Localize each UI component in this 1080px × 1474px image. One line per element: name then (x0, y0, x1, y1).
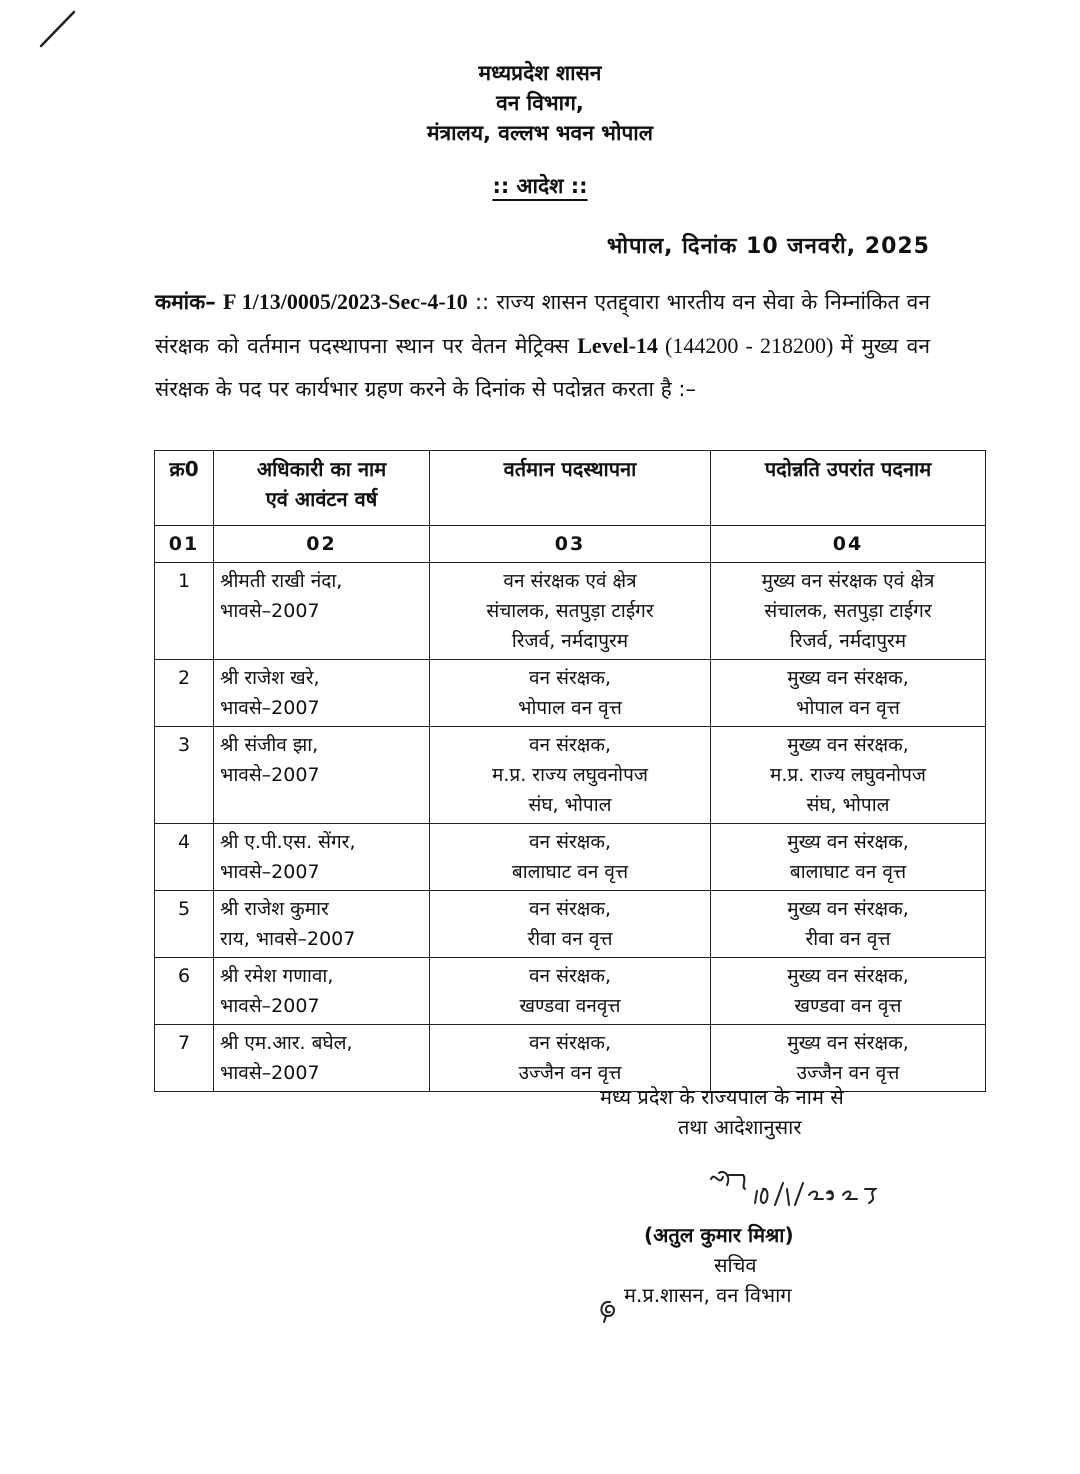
order-title (0, 172, 1080, 200)
header-officer-name-line2: एवं आवंटन वर्ष (265, 487, 378, 511)
officer-name-cell (214, 563, 430, 660)
officer-name-line: श्री एम.आर. बघेल, (220, 1032, 353, 1054)
promoted-designation-line: म.प्र. राज्य लघुवनोपज (770, 764, 926, 786)
officer-name-line: भावसे–2007 (220, 1062, 320, 1084)
serial-number: 3 (155, 727, 214, 824)
officer-name-line: भावसे–2007 (220, 600, 320, 622)
table-header-row (155, 451, 986, 526)
table-row (155, 958, 986, 1025)
current-posting-line: वन संरक्षक, (528, 965, 612, 987)
promoted-designation-line: मुख्य वन संरक्षक, (787, 734, 909, 756)
officer-name-line: भावसे–2007 (220, 697, 320, 719)
officer-name-line: भावसे–2007 (220, 764, 320, 786)
current-posting-cell (430, 824, 711, 891)
order-text-part2: में मुख्य वन संरक्षक के पद पर कार्यभार ग्रहण करने के दिनांक से पदोन्नत करता है :– (155, 334, 930, 401)
current-posting-cell (430, 891, 711, 958)
letterhead-department: वन विभाग, (496, 91, 584, 115)
officer-name-line: श्री राजेश खरे, (220, 667, 320, 689)
column-number: 02 (214, 526, 430, 563)
table-row (155, 660, 986, 727)
order-title-text: :: आदेश :: (492, 174, 588, 198)
pen-stroke-mark (38, 6, 98, 50)
letterhead-address: मंत्रालय, वल्लभ भवन भोपाल (427, 121, 653, 145)
promoted-designation-line: उज्जैन वन वृत्त (796, 1062, 900, 1084)
serial-number: 6 (155, 958, 214, 1025)
officer-name-line: श्री राजेश कुमार (220, 898, 329, 920)
table-row (155, 891, 986, 958)
serial-number: 1 (155, 563, 214, 660)
signer-name: (अतुल कुमार मिश्रा) (644, 1223, 794, 1247)
letterhead (0, 58, 1080, 148)
current-posting-cell (430, 727, 711, 824)
serial-number: 5 (155, 891, 214, 958)
signer-block (600, 1220, 794, 1310)
current-posting-line: रीवा वन वृत्त (527, 928, 613, 950)
officer-name-line: श्री संजीव झा, (220, 734, 319, 756)
initial-mark (596, 1296, 620, 1324)
column-number: 03 (430, 526, 711, 563)
current-posting-line: वन संरक्षक, (528, 898, 612, 920)
letterhead-government: मध्यप्रदेश शासन (478, 61, 602, 85)
handwritten-signature (705, 1165, 895, 1217)
header-officer-name-line1: अधिकारी का नाम (256, 457, 387, 481)
promoted-designation-line: बालाघाट वन वृत्त (789, 861, 907, 883)
header-promoted-designation: पदोन्नति उपरांत पदनाम (711, 451, 986, 526)
current-posting-line: म.प्र. राज्य लघुवनोपज (492, 764, 648, 786)
promoted-designation-line: भोपाल वन वृत्त (796, 697, 900, 719)
header-officer-name (214, 451, 430, 526)
current-posting-line: संचालक, सतपुड़ा टाईगर (486, 600, 654, 622)
current-posting-line: वन संरक्षक, (528, 734, 612, 756)
promoted-designation-line: रिजर्व, नर्मदापुरम (789, 630, 907, 652)
column-number: 04 (711, 526, 986, 563)
table-row (155, 824, 986, 891)
officer-name-line: भावसे–2007 (220, 995, 320, 1017)
officer-name-cell (214, 1025, 430, 1092)
current-posting-line: रिजर्व, नर्मदापुरम (511, 630, 629, 652)
officer-name-line: श्री ए.पी.एस. सेंगर, (220, 831, 356, 853)
current-posting-line: वन संरक्षक, (528, 667, 612, 689)
serial-number: 4 (155, 824, 214, 891)
promoted-designation-line: संचालक, सतपुड़ा टाईगर (764, 600, 932, 622)
current-posting-line: खण्डवा वनवृत्त (519, 995, 621, 1017)
officer-name-cell (214, 727, 430, 824)
signoff-block (600, 1082, 844, 1142)
signer-title: सचिव (714, 1253, 757, 1277)
order-text-part1: :: राज्य शासन एतद्द्वारा भारतीय वन सेवा के निम्नांकित वन संरक्षक को वर्तमान पदस्थापना स्थान पर वेतन मेट्रिक्स (155, 290, 930, 358)
order-date: भोपाल, दिनांक 10 जनवरी, 2025 (606, 234, 930, 259)
pay-range: (144200 - 218200) (657, 333, 841, 358)
table-row (155, 727, 986, 824)
officer-name-cell (214, 660, 430, 727)
officer-name-cell (214, 824, 430, 891)
promoted-designation-cell (711, 891, 986, 958)
current-posting-cell (430, 660, 711, 727)
current-posting-line: उज्जैन वन वृत्त (518, 1062, 622, 1084)
promoted-designation-cell (711, 958, 986, 1025)
table-row (155, 563, 986, 660)
current-posting-line: भोपाल वन वृत्त (518, 697, 622, 719)
promoted-designation-line: मुख्य वन संरक्षक एवं क्षेत्र (761, 570, 935, 592)
officers-table (154, 450, 986, 1092)
pay-level: Level-14 (577, 333, 658, 358)
header-serial: क्र0 (155, 451, 214, 526)
column-number: 01 (155, 526, 214, 563)
header-current-posting: वर्तमान पदस्थापना (430, 451, 711, 526)
promoted-designation-line: खण्डवा वन वृत्त (794, 995, 902, 1017)
officer-name-cell (214, 958, 430, 1025)
promoted-designation-line: रीवा वन वृत्त (805, 928, 891, 950)
serial-number: 7 (155, 1025, 214, 1092)
officer-name-line: राय, भावसे–2007 (220, 928, 356, 950)
officer-name-line: भावसे–2007 (220, 861, 320, 883)
promoted-designation-line: मुख्य वन संरक्षक, (787, 831, 909, 853)
table-row (155, 1025, 986, 1092)
reference-number: F 1/13/0005/2023-Sec-4-10 (222, 289, 468, 314)
reference-label: कमांक– (155, 290, 216, 314)
promoted-designation-cell (711, 727, 986, 824)
order-body (155, 280, 930, 411)
promoted-designation-line: मुख्य वन संरक्षक, (787, 1032, 909, 1054)
current-posting-line: वन संरक्षक, (528, 831, 612, 853)
promoted-designation-cell (711, 660, 986, 727)
promoted-designation-cell (711, 563, 986, 660)
signoff-line2: तथा आदेशानुसार (678, 1115, 802, 1139)
current-posting-line: वन संरक्षक, (528, 1032, 612, 1054)
officer-name-cell (214, 891, 430, 958)
promoted-designation-line: मुख्य वन संरक्षक, (787, 898, 909, 920)
current-posting-cell (430, 563, 711, 660)
current-posting-line: बालाघाट वन वृत्त (511, 861, 629, 883)
promoted-designation-cell (711, 824, 986, 891)
signoff-line1: मध्य प्रदेश के राज्यपाल के नाम से (600, 1085, 844, 1109)
signer-department: म.प्र.शासन, वन विभाग (624, 1283, 792, 1307)
serial-number: 2 (155, 660, 214, 727)
column-number-row (155, 526, 986, 563)
promoted-designation-line: मुख्य वन संरक्षक, (787, 667, 909, 689)
promoted-designation-line: मुख्य वन संरक्षक, (787, 965, 909, 987)
promoted-designation-line: संघ, भोपाल (806, 794, 890, 816)
current-posting-cell (430, 958, 711, 1025)
current-posting-line: संघ, भोपाल (528, 794, 612, 816)
current-posting-line: वन संरक्षक एवं क्षेत्र (503, 570, 637, 592)
officer-name-line: श्री रमेश गणावा, (220, 965, 334, 987)
officer-name-line: श्रीमती राखी नंदा, (220, 570, 343, 592)
